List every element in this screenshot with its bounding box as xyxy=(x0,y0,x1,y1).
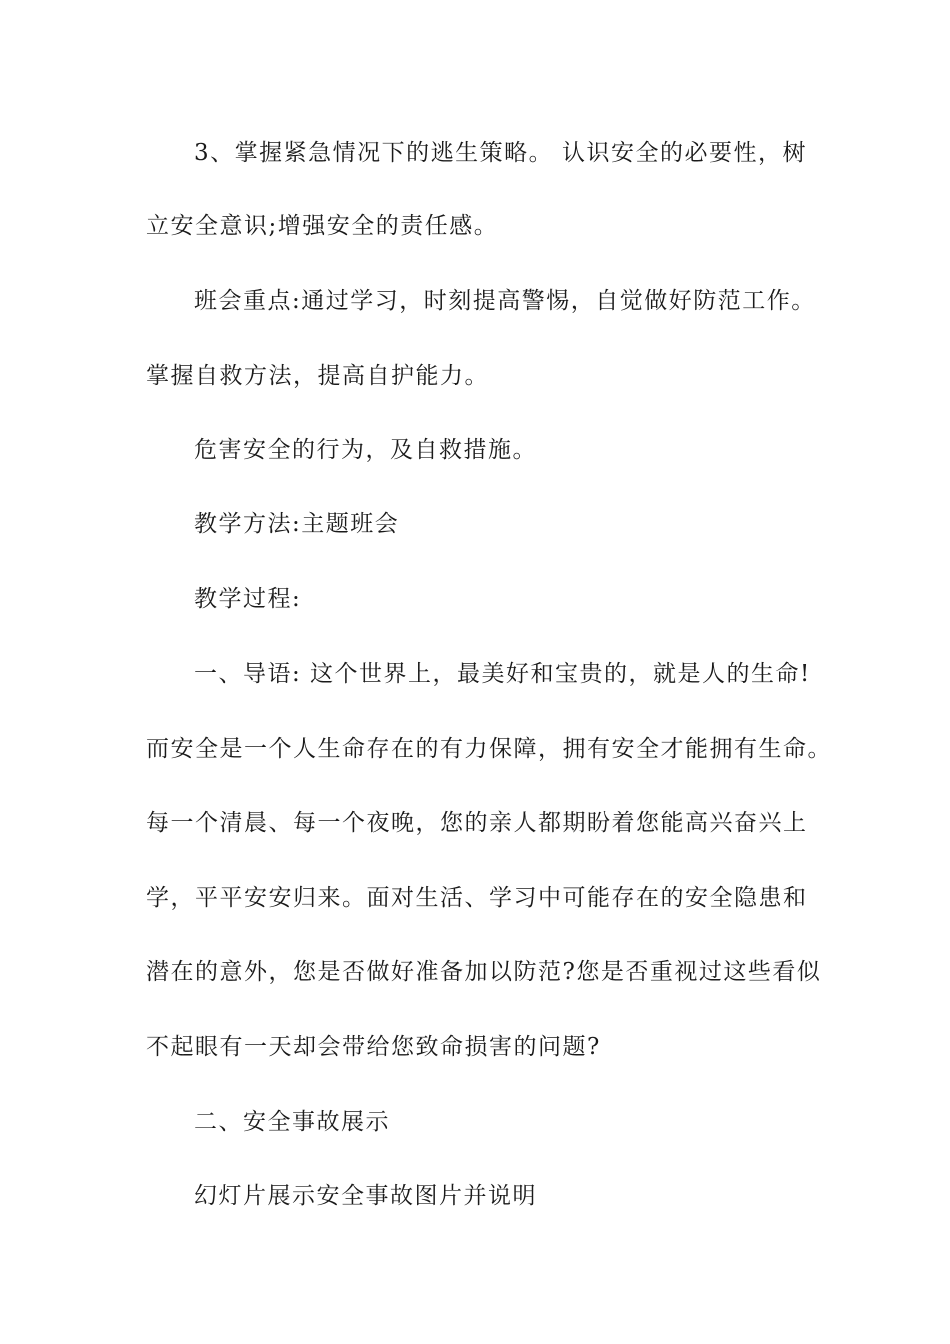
text-line: 3、掌握紧急情况下的逃生策略。 认识安全的必要性，树 xyxy=(194,140,807,166)
text-line: 教学方法:主题班会 xyxy=(194,511,400,537)
text-line: 潜在的意外，您是否做好准备加以防范?您是否重视过这些看似 xyxy=(146,959,822,985)
text-line: 一、导语: 这个世界上，最美好和宝贵的，就是人的生命! xyxy=(194,661,811,687)
text-line: 教学过程: xyxy=(194,586,302,612)
text-line: 幻灯片展示安全事故图片并说明 xyxy=(194,1183,537,1209)
text-line: 每一个清晨、每一个夜晚，您的亲人都期盼着您能高兴奋兴上 xyxy=(146,810,808,836)
text-line: 学，平平安安归来。面对生活、学习中可能存在的安全隐患和 xyxy=(146,885,808,911)
text-line: 而安全是一个人生命存在的有力保障，拥有安全才能拥有生命。 xyxy=(146,736,832,762)
text-line: 立安全意识;增强安全的责任感。 xyxy=(146,213,499,239)
text-line: 危害安全的行为，及自救措施。 xyxy=(194,437,537,463)
text-line: 不起眼有一天却会带给您致命损害的问题? xyxy=(146,1034,601,1060)
text-line: 掌握自救方法，提高自护能力。 xyxy=(146,363,489,389)
text-line: 班会重点:通过学习，时刻提高警惕，自觉做好防范工作。 xyxy=(194,288,816,314)
text-line: 二、安全事故展示 xyxy=(194,1109,390,1135)
